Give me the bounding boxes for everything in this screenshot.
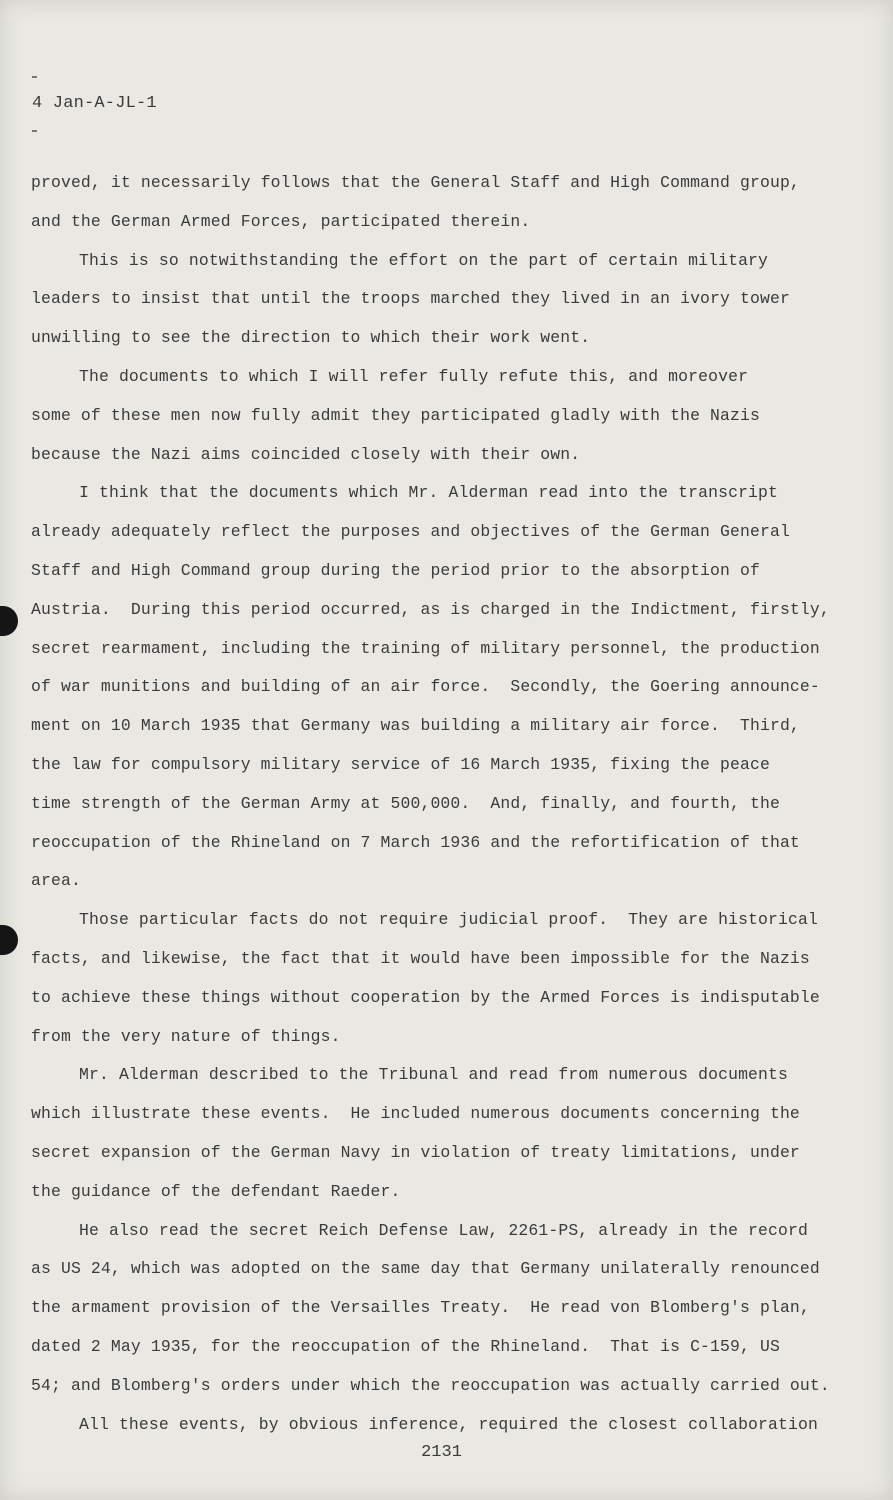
punch-hole — [0, 925, 18, 955]
text-line: already adequately reflect the purposes and objectives of the German General — [31, 522, 790, 542]
margin-tick-mark — [32, 76, 37, 78]
text-line: secret expansion of the German Navy in violation of treaty limitations, under — [31, 1142, 800, 1162]
text-line: facts, and likewise, the fact that it would have been impossible for the Nazis — [31, 948, 810, 968]
text-line: because the Nazi aims coincided closely with their own. — [31, 444, 581, 464]
text-line: Austria. During this period occurred, as is charged in the Indictment, firstly, — [31, 599, 830, 619]
text-line: secret rearmament, including the training of military personnel, the production — [31, 638, 820, 658]
text-line: area. — [31, 871, 81, 891]
text-line: leaders to insist that until the troops marched they lived in an ivory tower — [31, 289, 790, 309]
text-line: the law for compulsory military service of 16 March 1935, fixing the peace — [31, 754, 770, 774]
text-line: He also read the secret Reich Defense Law, 2261-PS, already in the record — [79, 1220, 808, 1240]
text-line: Those particular facts do not require judicial proof. They are historical — [79, 910, 818, 930]
document-code: 4 Jan-A-JL-1 — [32, 94, 157, 113]
text-line: This is so notwithstanding the effort on the part of certain military — [79, 250, 769, 270]
text-line: All these events, by obvious inference, required the closest collaboration — [79, 1414, 818, 1434]
text-line: the guidance of the defendant Raeder. — [31, 1181, 401, 1201]
text-line: 54; and Blomberg's orders under which the reoccupation was actually carried out. — [31, 1375, 830, 1395]
text-line: The documents to which I will refer fully refute this, and moreover — [79, 366, 749, 386]
document-body — [31, 164, 830, 1444]
punch-hole — [0, 606, 18, 636]
text-line: ment on 10 March 1935 that Germany was building a military air force. Third, — [31, 716, 800, 736]
text-line: as US 24, which was adopted on the same day that Germany unilaterally renounced — [31, 1259, 820, 1279]
text-line: Staff and High Command group during the period prior to the absorption of — [31, 560, 760, 580]
page-number: 2131 — [421, 1443, 462, 1462]
text-line: I think that the documents which Mr. Alderman read into the transcript — [79, 483, 779, 503]
text-line: some of these men now fully admit they participated gladly with the Nazis — [31, 405, 760, 425]
text-line: reoccupation of the Rhineland on 7 March 1936 and the refortification of that — [31, 832, 800, 852]
text-line: of war munitions and building of an air force. Secondly, the Goering announce- — [31, 677, 820, 697]
text-line: from the very nature of things. — [31, 1026, 341, 1046]
margin-tick-mark — [32, 130, 37, 132]
text-line: which illustrate these events. He included numerous documents concerning the — [31, 1104, 800, 1124]
text-line: unwilling to see the direction to which their work went. — [31, 328, 591, 348]
text-line: to achieve these things without cooperation by the Armed Forces is indisputable — [31, 987, 820, 1007]
text-line: dated 2 May 1935, for the reoccupation of the Rhineland. That is C-159, US — [31, 1336, 780, 1356]
text-line: Mr. Alderman described to the Tribunal and read from numerous documents — [79, 1065, 789, 1085]
text-line: proved, it necessarily follows that the General Staff and High Command group, — [31, 173, 800, 192]
text-line: the armament provision of the Versailles Treaty. He read von Blomberg's plan, — [31, 1298, 810, 1318]
text-line: time strength of the German Army at 500,000. And, finally, and fourth, the — [31, 793, 780, 813]
text-line: and the German Armed Forces, participated therein. — [31, 211, 531, 231]
